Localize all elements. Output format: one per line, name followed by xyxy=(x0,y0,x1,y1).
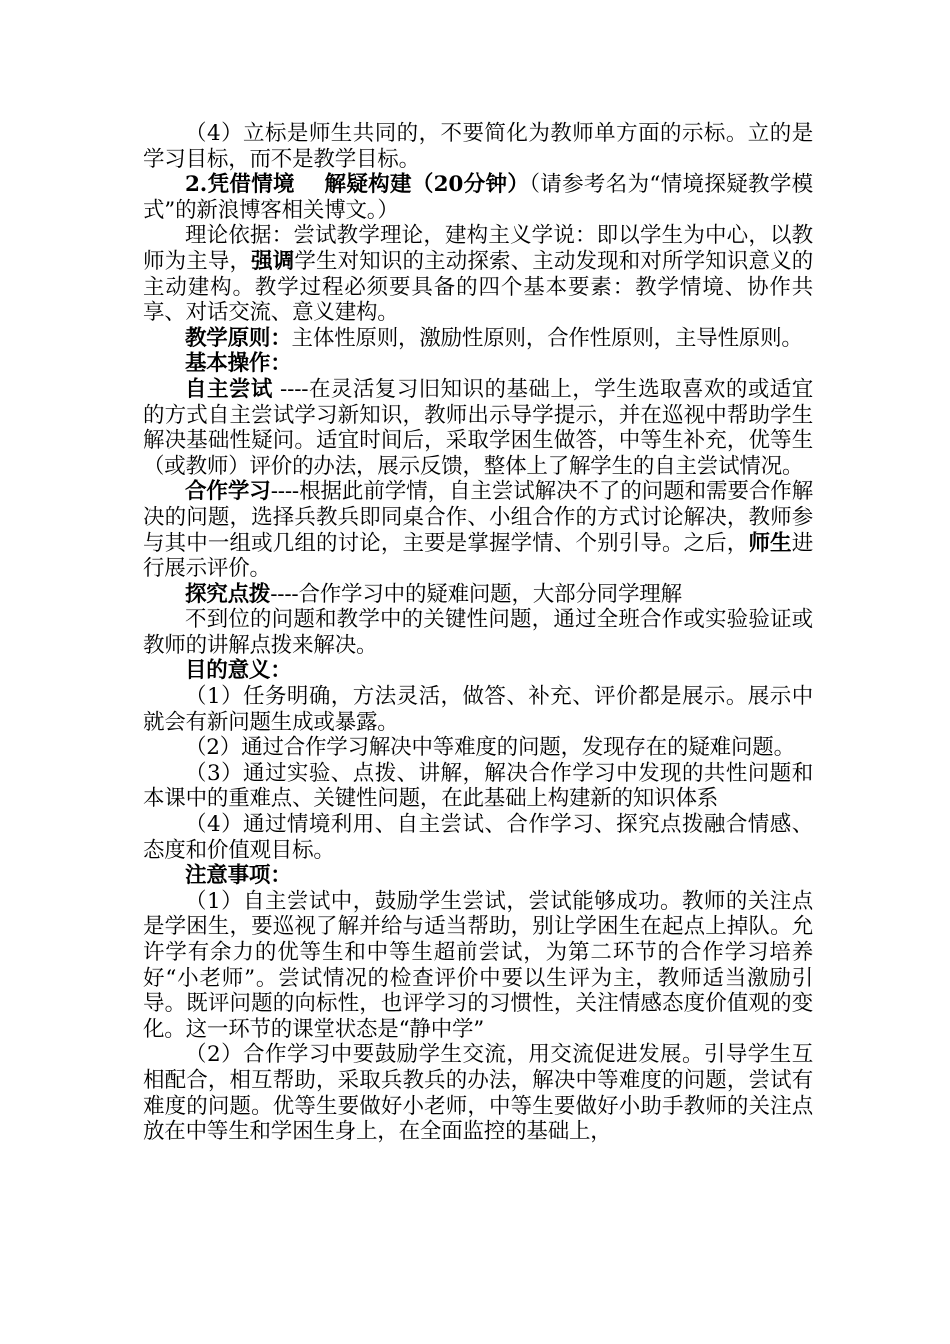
self-attempt-label: 自主尝试 xyxy=(185,376,273,402)
heading-notes: 注意事项： xyxy=(185,863,292,889)
paragraph-theory-basis xyxy=(143,223,813,325)
principles-text: 主体性原则，激励性原则，合作性原则，主导性原则。 xyxy=(291,325,803,351)
paragraph-purpose-3: （3）通过实验、点拨、讲解，解决合作学习中发现的共性问题和本课中的重难点、关键性问题，在此基础上构建新的知识体系 xyxy=(143,760,813,812)
paragraph-inquiry-continued: 不到位的问题和教学中的关键性问题，通过全班合作或实验验证或教师的讲解点拨来解决。 xyxy=(143,607,813,658)
paragraph-note-1: （1）自主尝试中，鼓励学生尝试，尝试能够成功。教师的关注点是学困生，要巡视了解并给与适当帮助，别让学困生在起点上掉队。允许学有余力的优等生和中等生超前尝试，为第二环节的合作学习培养好“小老师”。尝试情况的检查评价中要以生评为主，教师适当激励引导。既评问题的向标性，也评学习的习惯性，关注情感态度价值观的变化。这一环节的课堂状态是“静中学” xyxy=(143,888,813,1042)
cooperative-label: 合作学习 xyxy=(185,479,271,505)
paragraph-self-attempt xyxy=(143,377,813,479)
theory-emphasis: 强调 xyxy=(251,248,295,274)
cooperative-text-b: 进行展示评价。 xyxy=(143,530,813,582)
paragraph-purpose-1: （1）任务明确，方法灵活，做答、补充、评价都是展示。展示中就会有新问题生成或暴露。 xyxy=(143,684,813,735)
paragraph-note-2: （2）合作学习中要鼓励学生交流，用交流促进发展。引导学生互相配合，相互帮助，采取兵教兵的办法，解决中等难度的问题，尝试有难度的问题。优等生要做好小老师，中等生要做好小助手教师的关注点放在中等生和学困生身上，在全面监控的基础上， xyxy=(143,1042,813,1145)
section-title: 2.凭借情境 解疑构建（20分钟） xyxy=(185,172,530,198)
section-reference-note: （请参考名为“情境探疑教学模式”的新浪博客相关博文。） xyxy=(143,172,813,223)
section-heading-2 xyxy=(143,172,813,223)
paragraph-inquiry-guidance xyxy=(143,582,813,608)
paragraph-cooperative-learning xyxy=(143,479,813,581)
document-page xyxy=(143,121,813,1145)
inquiry-label: 探究点拨 xyxy=(185,581,271,607)
cooperative-emphasis: 师生 xyxy=(748,530,792,556)
principles-label: 教学原则： xyxy=(185,325,292,351)
paragraph-purpose-2: （2）通过合作学习解决中等难度的问题，发现存在的疑难问题。 xyxy=(185,735,795,761)
paragraph-teaching-principles xyxy=(143,326,813,352)
cooperative-text-a: ----根据此前学情，自主尝试解决不了的问题和需要合作解决的问题，选择兵教兵即同桌合作、小组合作的方式讨论解决，教师参与其中一组或几组的讨论，主要是掌握学情、个别引导。之后， xyxy=(143,479,814,556)
paragraph-purpose-4: （4）通过情境利用、自主尝试、合作学习、探究点拨融合情感、态度和价值观目标。 xyxy=(143,812,813,863)
heading-basic-operations: 基本操作： xyxy=(185,351,292,377)
theory-text-a: 理论依据：尝试教学理论，建构主义学说：即以学生为中心，以教师为主导， xyxy=(143,223,813,274)
theory-text-b: 学生对知识的主动探索、主动发现和对所学知识意义的主动建构。教学过程必须要具备的四个基本要素：教学情境、协作共享、对话交流、意义建构。 xyxy=(143,248,813,326)
paragraph-goal-note-4: （4）立标是师生共同的，不要简化为教师单方面的示标。立的是学习目标，而不是教学目标。 xyxy=(143,121,813,172)
self-attempt-text: ----在灵活复习旧知识的基础上，学生选取喜欢的或适宜的方式自主尝试学习新知识，教师出示导学提示，并在巡视中帮助学生解决基础性疑问。适宜时间后，采取学困生做答，中等生补充，优等生（或教师）评价的办法，展示反馈，整体上了解学生的自主尝试情况。 xyxy=(143,376,814,479)
inquiry-text: ----合作学习中的疑难问题，大部分同学理解 xyxy=(270,581,682,607)
heading-purpose: 目的意义： xyxy=(185,658,292,684)
